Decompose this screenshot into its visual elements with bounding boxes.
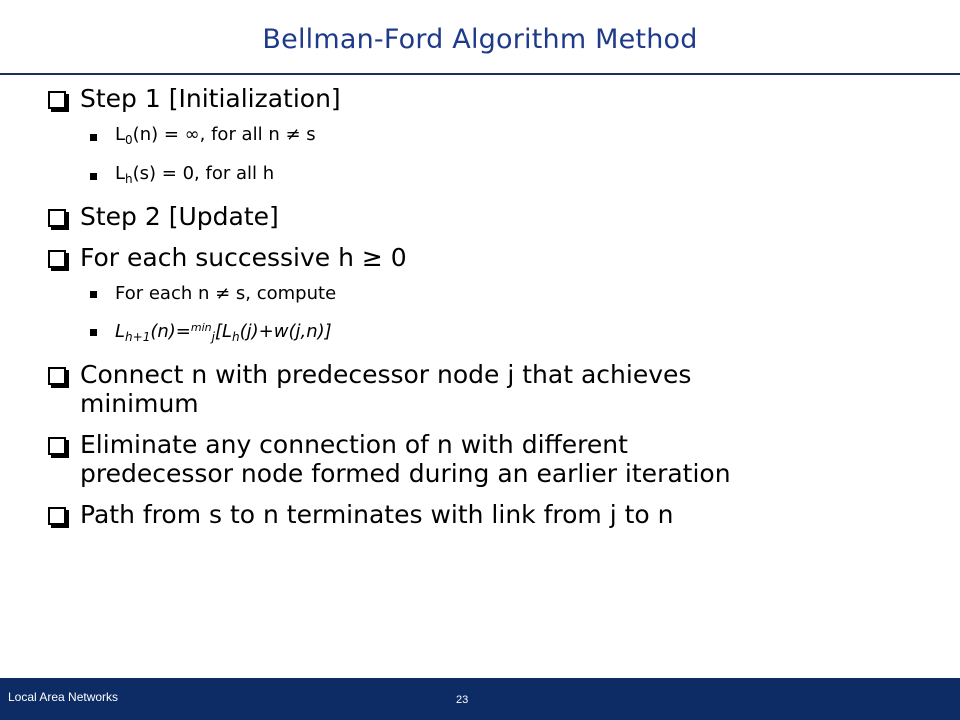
bullet-step1 — [46, 84, 946, 113]
page-number: 23 — [456, 694, 469, 706]
bullet-line: predecessor node formed during an earlier iteration — [80, 459, 731, 488]
sub-bullet-text — [115, 163, 274, 190]
bullet-text: Step 1 [Initialization] — [80, 84, 341, 113]
subscript: j — [211, 330, 215, 344]
sub-bullet-text — [115, 124, 316, 151]
bullet-path — [46, 500, 946, 529]
slide-title: Bellman-Ford Algorithm Method — [262, 24, 698, 55]
formula-text — [115, 317, 332, 348]
bullet-text — [80, 430, 731, 488]
bullet-for-each — [46, 243, 946, 272]
square-bullet-icon — [90, 291, 97, 298]
bullet-step2 — [46, 202, 946, 231]
bullet-text: Step 2 [Update] — [80, 202, 279, 231]
symbol-L: L — [115, 124, 126, 145]
title-divider — [0, 73, 960, 75]
symbol-L: L — [115, 163, 126, 184]
sub-bullet-init-source — [76, 163, 946, 190]
symbol-L: L — [115, 321, 126, 342]
bullet-text: Path from s to n terminates with link from j to n — [80, 500, 674, 529]
expression-rest: (s) = 0, for all h — [132, 163, 275, 184]
bullet-text: For each successive h ≥ 0 — [80, 243, 407, 272]
sub-bullet-compute — [76, 283, 946, 305]
sub-bullet-formula — [76, 317, 946, 348]
bullet-line: Connect n with predecessor node j that achieves — [80, 360, 692, 389]
checkbox-bullet-icon — [48, 367, 66, 385]
checkbox-bullet-icon — [48, 209, 66, 227]
checkbox-bullet-icon — [48, 507, 66, 525]
formula-open: [L — [214, 321, 233, 342]
subscript: 0 — [125, 133, 133, 147]
bullet-line: Eliminate any connection of n with different — [80, 430, 628, 459]
checkbox-bullet-icon — [48, 437, 66, 455]
square-bullet-icon — [90, 173, 97, 180]
expression-rest: (n) = ∞, for all n ≠ s — [132, 124, 316, 145]
subscript: h+1 — [125, 330, 151, 344]
footer-course-name: Local Area Networks — [8, 690, 119, 704]
checkbox-bullet-icon — [48, 91, 66, 109]
formula-eq: (n)= — [150, 321, 191, 342]
square-bullet-icon — [90, 329, 97, 336]
footer-bar — [0, 678, 960, 720]
bullet-connect — [46, 360, 946, 418]
checkbox-bullet-icon — [48, 250, 66, 268]
bullet-eliminate — [46, 430, 946, 488]
bullet-text — [80, 360, 691, 418]
formula-rest: (j)+w(j,n)] — [239, 321, 332, 342]
formula-min: min — [190, 321, 212, 334]
subscript: h — [232, 330, 240, 344]
slide-content — [46, 84, 946, 529]
square-bullet-icon — [90, 134, 97, 141]
bullet-line: minimum — [80, 389, 199, 418]
subscript: h — [125, 172, 133, 186]
sub-bullet-init-all-n — [76, 124, 946, 151]
sub-bullet-text: For each n ≠ s, compute — [115, 283, 337, 304]
